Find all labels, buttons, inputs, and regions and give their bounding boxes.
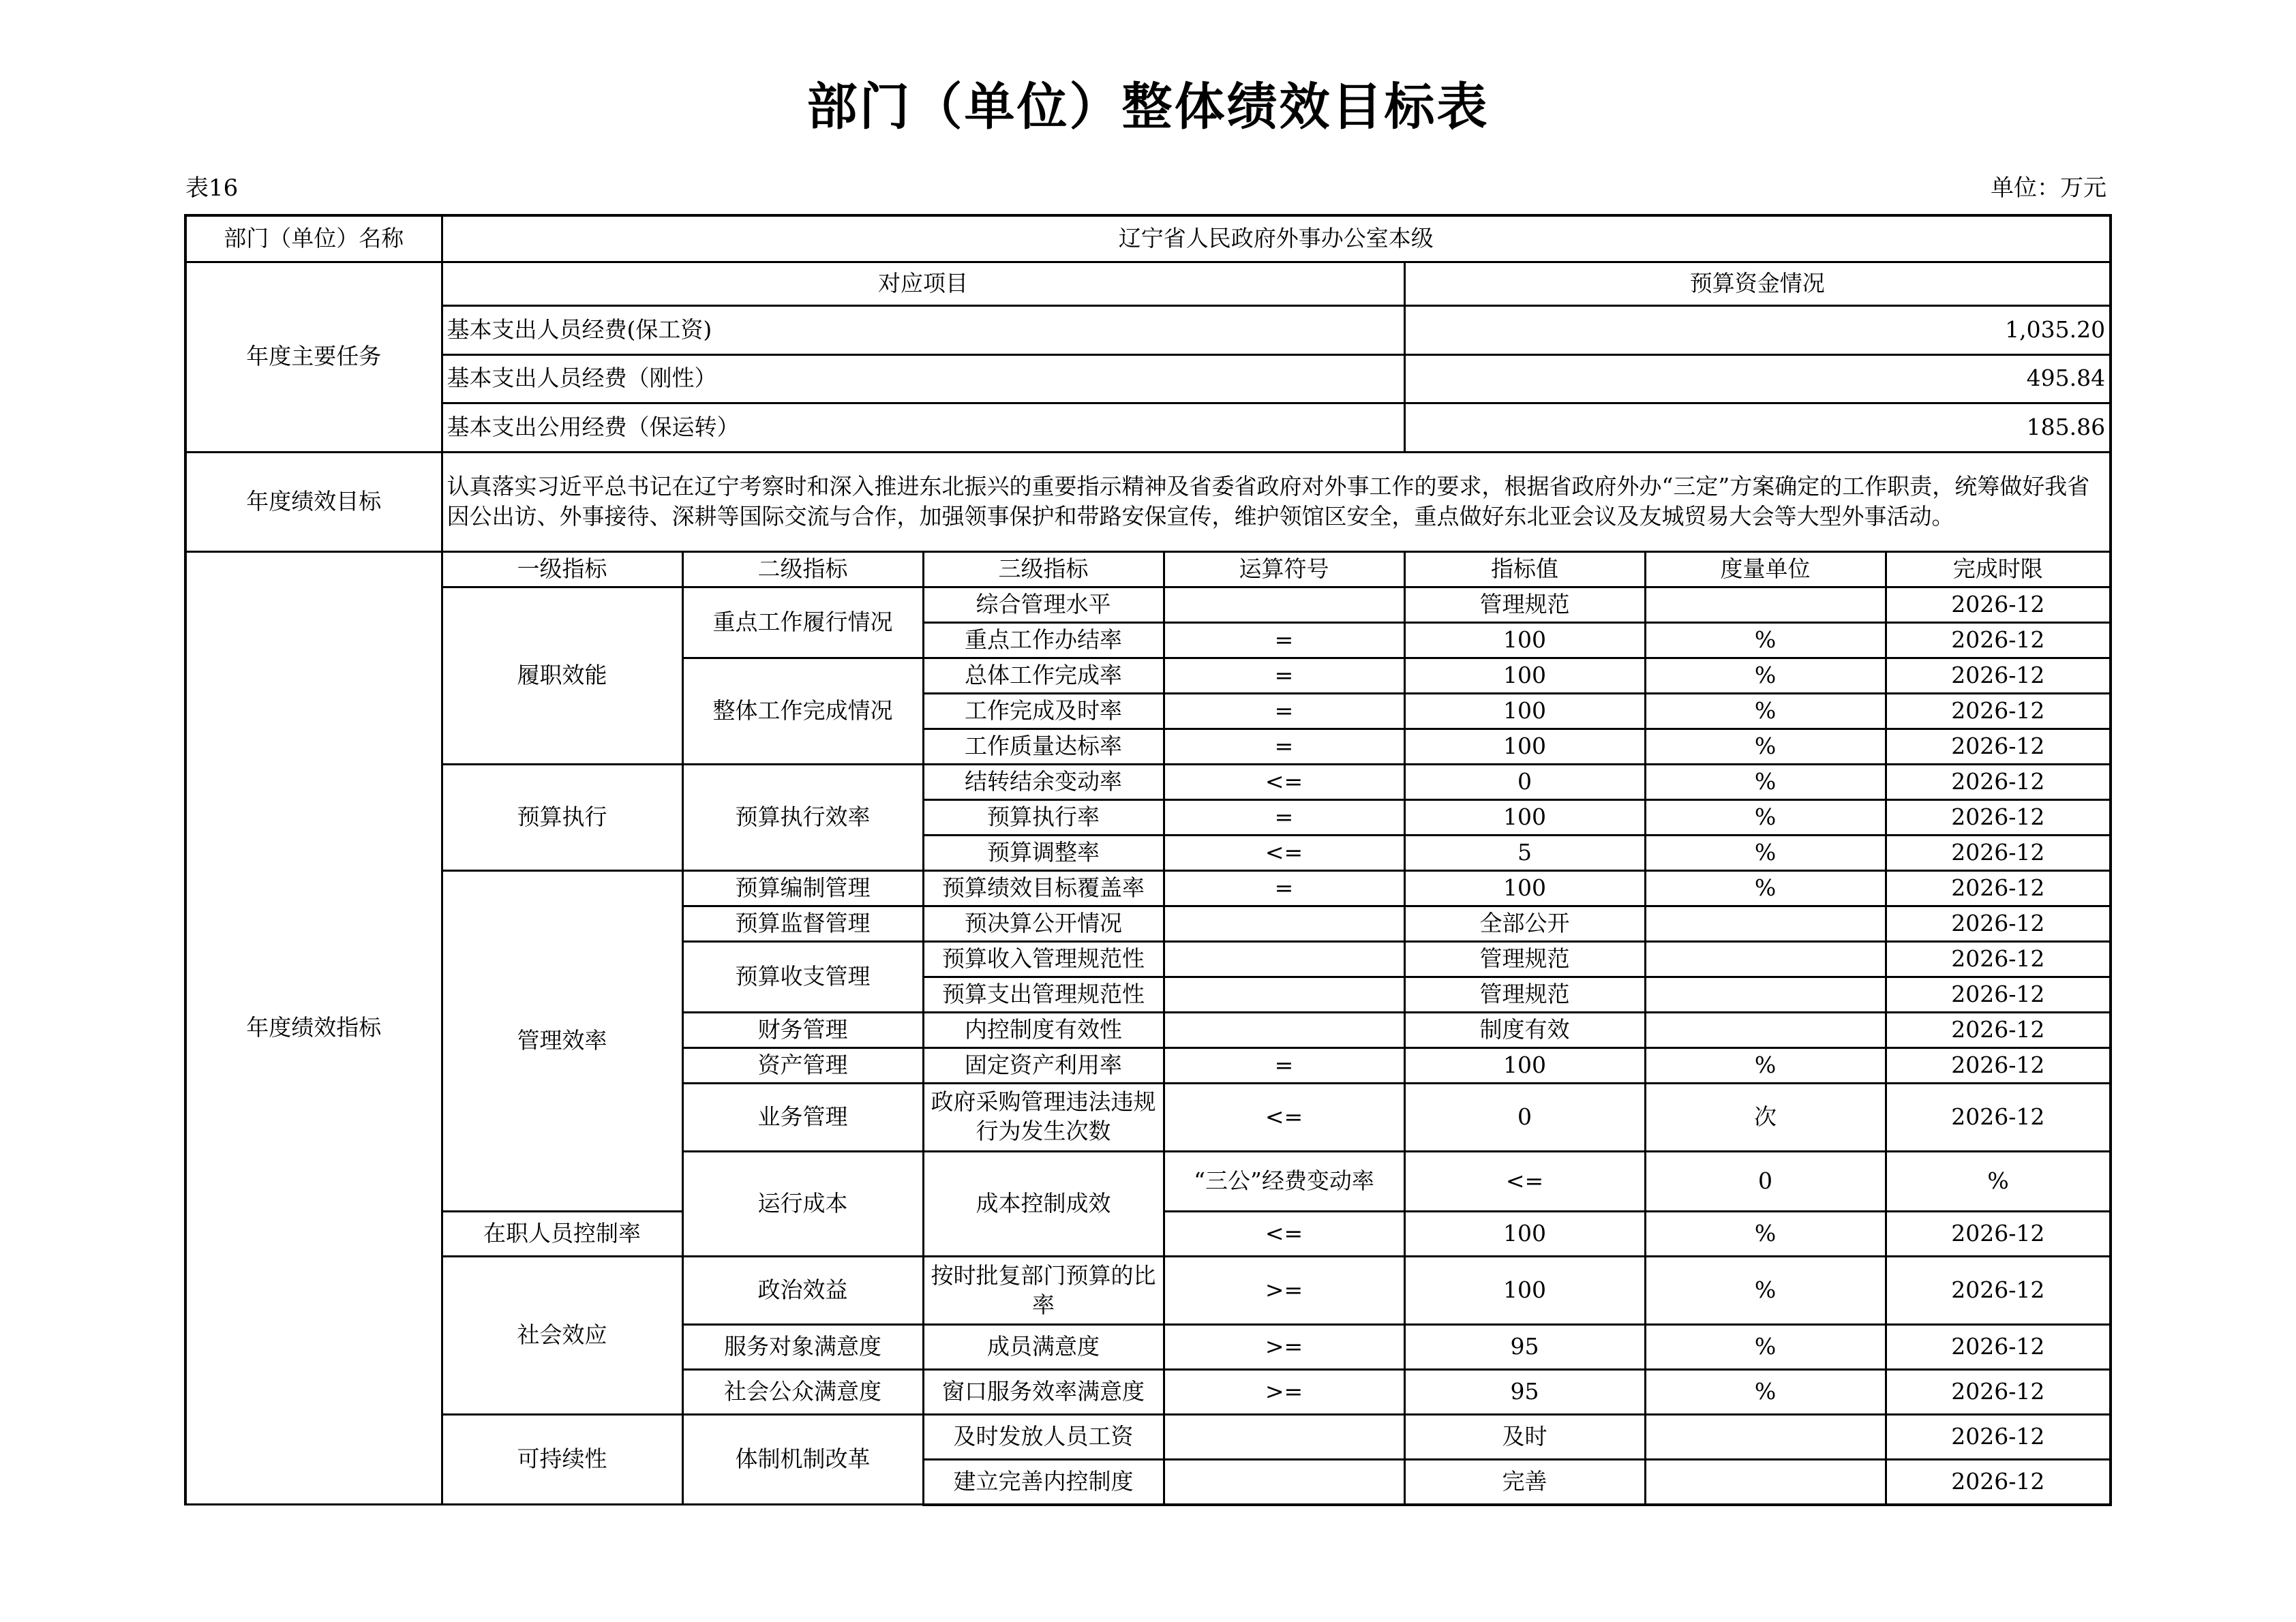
- deadline-cell: 2026-12: [1886, 1212, 2111, 1257]
- unit-cell: [1645, 941, 1886, 977]
- value-cell: 5: [1404, 835, 1645, 870]
- level3-cell: 预算执行率: [923, 799, 1164, 835]
- level2-cell: 资产管理: [682, 1047, 923, 1083]
- level3-cell: 预算调整率: [923, 835, 1164, 870]
- level3-cell: 预决算公开情况: [923, 906, 1164, 941]
- deadline-cell: 2026-12: [1886, 658, 2111, 693]
- value-cell: 100: [1404, 729, 1645, 764]
- level3-cell: 窗口服务效率满意度: [923, 1370, 1164, 1415]
- deadline-cell: 2026-12: [1886, 977, 2111, 1012]
- operator-cell: =: [1164, 693, 1404, 729]
- deadline-cell: 2026-12: [1886, 799, 2111, 835]
- deadline-cell: 2026-12: [1886, 870, 2111, 906]
- deadline-cell: 2026-12: [1886, 1083, 2111, 1151]
- deadline-cell: 2026-12: [1886, 1047, 2111, 1083]
- performance-table: [184, 214, 2112, 1506]
- deadline-cell: 2026-12: [1886, 1415, 2111, 1460]
- unit-label: 单位：万元: [1991, 174, 2106, 202]
- operator-cell: >=: [1164, 1257, 1404, 1325]
- value-cell: 0: [1404, 764, 1645, 799]
- goal-label: 年度绩效目标: [185, 452, 442, 551]
- level3-cell: 成员满意度: [923, 1325, 1164, 1370]
- deadline-cell: 2026-12: [1886, 1012, 2111, 1047]
- level1-cell: 可持续性: [442, 1415, 682, 1505]
- level3-cell: 重点工作办结率: [923, 622, 1164, 658]
- unit-cell: [1645, 587, 1886, 622]
- operator-cell: <=: [1164, 835, 1404, 870]
- operator-cell: [1164, 941, 1404, 977]
- operator-cell: >=: [1164, 1325, 1404, 1370]
- deadline-cell: 2026-12: [1886, 941, 2111, 977]
- level3-cell: 及时发放人员工资: [923, 1415, 1164, 1460]
- level2-cell: 重点工作履行情况: [682, 587, 923, 658]
- unit-cell: %: [1645, 1370, 1886, 1415]
- unit-cell: 次: [1645, 1083, 1886, 1151]
- unit-cell: %: [1645, 1257, 1886, 1325]
- task-amount: 495.84: [1404, 354, 2111, 403]
- value-cell: 100: [1404, 622, 1645, 658]
- level3-cell: 按时批复部门预算的比率: [923, 1257, 1164, 1325]
- level2-cell: 社会公众满意度: [682, 1370, 923, 1415]
- level1-cell: 履职效能: [442, 587, 682, 764]
- deadline-cell: 2026-12: [1886, 622, 2111, 658]
- level2-cell: 财务管理: [682, 1012, 923, 1047]
- deadline-cell: 2026-12: [1886, 693, 2111, 729]
- goal-text: 认真落实习近平总书记在辽宁考察时和深入推进东北振兴的重要指示精神及省委省政府对外事工作的要求，根据省政府外办“三定”方案确定的工作职责，统筹做好我省因公出访、外事接待、深耕等国际交流与合作，加强领事保护和带路安保宣传，维护领馆区安全，重点做好东北亚会议及友城贸易大会等大型外事活动。: [442, 452, 2111, 551]
- unit-cell: [1645, 1415, 1886, 1460]
- value-cell: 100: [1404, 658, 1645, 693]
- deadline-cell: 2026-12: [1886, 1257, 2111, 1325]
- deadline-cell: 2026-12: [1886, 1325, 2111, 1370]
- value-cell: 100: [1404, 693, 1645, 729]
- value-cell: 0: [1404, 1083, 1645, 1151]
- unit-cell: %: [1645, 693, 1886, 729]
- unit-cell: %: [1645, 870, 1886, 906]
- level2-cell: 政治效益: [682, 1257, 923, 1325]
- operator-cell: <=: [1164, 1083, 1404, 1151]
- value-cell: 100: [1404, 1212, 1645, 1257]
- operator-cell: =: [1164, 729, 1404, 764]
- unit-cell: %: [1645, 622, 1886, 658]
- level1-cell: 社会效应: [442, 1257, 682, 1415]
- operator-cell: [1164, 1012, 1404, 1047]
- deadline-cell: 2026-12: [1886, 764, 2111, 799]
- level2-cell: 整体工作完成情况: [682, 658, 923, 764]
- tasks-col-budget: 预算资金情况: [1404, 262, 2111, 305]
- deadline-cell: 2026-12: [1886, 1370, 2111, 1415]
- level2-cell: 预算编制管理: [682, 870, 923, 906]
- level2-cell: 业务管理: [682, 1083, 923, 1151]
- level1-cell: 预算执行: [442, 764, 682, 870]
- header-level3: 三级指标: [923, 551, 1164, 587]
- level3-cell: 政府采购管理违法违规行为发生次数: [923, 1083, 1164, 1151]
- unit-cell: %: [1645, 1212, 1886, 1257]
- level3-cell: 预算绩效目标覆盖率: [923, 870, 1164, 906]
- level3-cell: 内控制度有效性: [923, 1012, 1164, 1047]
- deadline-cell: 2026-12: [1886, 906, 2111, 941]
- operator-cell: <=: [1404, 1151, 1645, 1212]
- level2-cell: 服务对象满意度: [682, 1325, 923, 1370]
- task-name: 基本支出人员经费（刚性）: [442, 354, 1404, 403]
- level3-cell: 在职人员控制率: [442, 1212, 682, 1257]
- level3-cell: 总体工作完成率: [923, 658, 1164, 693]
- operator-cell: [1164, 1460, 1404, 1505]
- operator-cell: [1164, 587, 1404, 622]
- task-name: 基本支出人员经费(保工资): [442, 305, 1404, 354]
- header-level1: 一级指标: [442, 551, 682, 587]
- unit-cell: %: [1645, 729, 1886, 764]
- level2-cell: 预算执行效率: [682, 764, 923, 870]
- unit-cell: %: [1645, 1047, 1886, 1083]
- value-cell: 制度有效: [1404, 1012, 1645, 1047]
- unit-cell: %: [1645, 799, 1886, 835]
- operator-cell: [1164, 1415, 1404, 1460]
- header-operator: 运算符号: [1164, 551, 1404, 587]
- header-level2: 二级指标: [682, 551, 923, 587]
- level3-cell: 综合管理水平: [923, 587, 1164, 622]
- level2-cell: 体制机制改革: [682, 1415, 923, 1505]
- value-cell: 100: [1404, 1257, 1645, 1325]
- value-cell: 及时: [1404, 1415, 1645, 1460]
- level3-cell: 工作完成及时率: [923, 693, 1164, 729]
- level3-cell: 预算收入管理规范性: [923, 941, 1164, 977]
- indicators-label: 年度绩效指标: [185, 551, 442, 1505]
- task-amount: 185.86: [1404, 403, 2111, 452]
- level3-cell: 建立完善内控制度: [923, 1460, 1164, 1505]
- operator-cell: [1164, 977, 1404, 1012]
- value-cell: 100: [1404, 799, 1645, 835]
- unit-cell: [1645, 1460, 1886, 1505]
- tasks-label: 年度主要任务: [185, 262, 442, 452]
- dept-label: 部门（单位）名称: [185, 215, 442, 262]
- value-cell: 管理规范: [1404, 977, 1645, 1012]
- operator-cell: <=: [1164, 1212, 1404, 1257]
- operator-cell: [1164, 906, 1404, 941]
- unit-cell: %: [1645, 835, 1886, 870]
- value-cell: 100: [1404, 1047, 1645, 1083]
- header-value: 指标值: [1404, 551, 1645, 587]
- operator-cell: =: [1164, 799, 1404, 835]
- value-cell: 0: [1645, 1151, 1886, 1212]
- table-number: 表16: [185, 174, 239, 202]
- operator-cell: <=: [1164, 764, 1404, 799]
- dept-value: 辽宁省人民政府外事办公室本级: [442, 215, 2111, 262]
- header-unit: 度量单位: [1645, 551, 1886, 587]
- level3-cell: 工作质量达标率: [923, 729, 1164, 764]
- value-cell: 95: [1404, 1370, 1645, 1415]
- value-cell: 95: [1404, 1325, 1645, 1370]
- operator-cell: =: [1164, 622, 1404, 658]
- task-name: 基本支出公用经费（保运转）: [442, 403, 1404, 452]
- task-amount: 1,035.20: [1404, 305, 2111, 354]
- value-cell: 100: [1404, 870, 1645, 906]
- unit-cell: [1645, 1012, 1886, 1047]
- operator-cell: =: [1164, 870, 1404, 906]
- unit-cell: %: [1645, 764, 1886, 799]
- unit-cell: [1645, 977, 1886, 1012]
- header-deadline: 完成时限: [1886, 551, 2111, 587]
- level2-cell: 预算监督管理: [682, 906, 923, 941]
- level1-cell: 运行成本: [682, 1151, 923, 1257]
- level1-cell: 管理效率: [442, 870, 682, 1212]
- unit-cell: %: [1645, 1325, 1886, 1370]
- unit-cell: %: [1645, 658, 1886, 693]
- deadline-cell: 2026-12: [1886, 587, 2111, 622]
- unit-cell: %: [1886, 1151, 2111, 1212]
- value-cell: 管理规范: [1404, 941, 1645, 977]
- level2-cell: 成本控制成效: [923, 1151, 1164, 1257]
- deadline-cell: 2026-12: [1886, 1460, 2111, 1505]
- level3-cell: 结转结余变动率: [923, 764, 1164, 799]
- level3-cell: “三公”经费变动率: [1164, 1151, 1404, 1212]
- level3-cell: 预算支出管理规范性: [923, 977, 1164, 1012]
- page-title: 部门（单位）整体绩效目标表: [806, 78, 1490, 136]
- value-cell: 完善: [1404, 1460, 1645, 1505]
- tasks-col-project: 对应项目: [442, 262, 1404, 305]
- deadline-cell: 2026-12: [1886, 729, 2111, 764]
- operator-cell: =: [1164, 658, 1404, 693]
- value-cell: 管理规范: [1404, 587, 1645, 622]
- operator-cell: >=: [1164, 1370, 1404, 1415]
- operator-cell: =: [1164, 1047, 1404, 1083]
- level2-cell: 预算收支管理: [682, 941, 923, 1012]
- value-cell: 全部公开: [1404, 906, 1645, 941]
- unit-cell: [1645, 906, 1886, 941]
- level3-cell: 固定资产利用率: [923, 1047, 1164, 1083]
- deadline-cell: 2026-12: [1886, 835, 2111, 870]
